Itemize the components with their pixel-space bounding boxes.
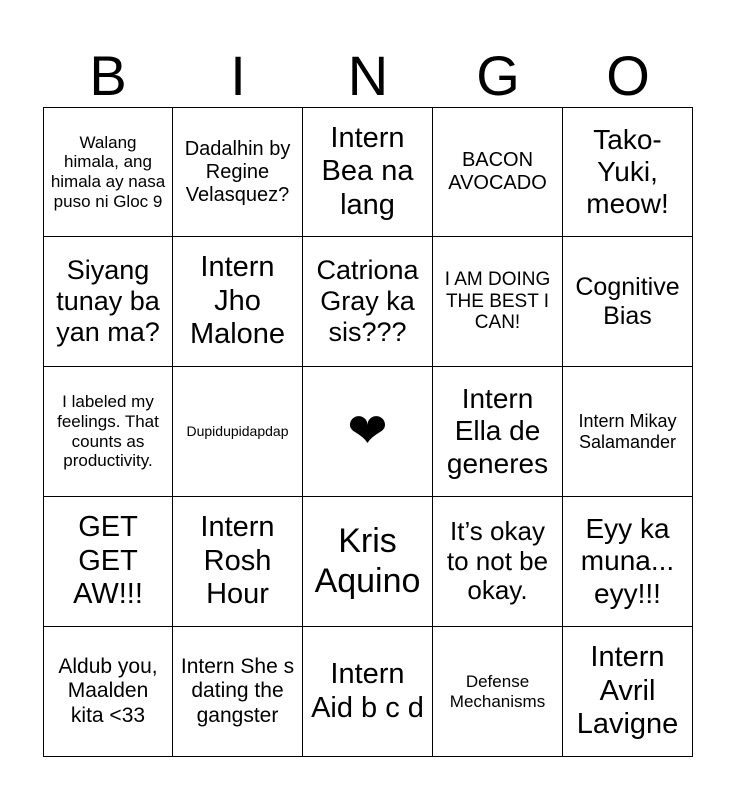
bingo-cell-text: Intern Avril Lavigne [576, 641, 679, 741]
bingo-cell-text: BACON AVOCADO [448, 149, 547, 194]
bingo-cell-text: It’s okay to not be okay. [446, 515, 549, 606]
bingo-cell-text: Intern Jho Malone [189, 251, 286, 351]
bingo-cell[interactable] [43, 107, 173, 237]
header-letter-b: B [89, 44, 127, 107]
bingo-cell[interactable] [563, 237, 693, 367]
bingo-cell[interactable] [173, 497, 303, 627]
bingo-cell[interactable] [173, 627, 303, 757]
bingo-header [43, 44, 693, 108]
header-letter-i: I [230, 44, 246, 107]
bingo-cell-text: I labeled my feelings. That counts as productivity. [57, 392, 159, 471]
bingo-cell[interactable] [433, 497, 563, 627]
bingo-cell[interactable] [173, 237, 303, 367]
bingo-cell[interactable] [433, 107, 563, 237]
bingo-cell-text: Tako-Yuki, meow! [586, 123, 669, 220]
bingo-cell-text: Intern Bea na lang [321, 121, 414, 221]
bingo-cell-text: Intern Aid b c d [311, 658, 424, 724]
bingo-cell-text: Intern Ella de generes [446, 383, 549, 479]
bingo-cell-text: Aldub you, Maalden kita <33 [58, 655, 158, 727]
bingo-cell[interactable] [563, 107, 693, 237]
bingo-cell[interactable] [433, 237, 563, 367]
bingo-cell-text: Siyang tunay ba yan ma? [56, 254, 160, 348]
bingo-cell-text: Dupidupidapdap [186, 423, 289, 440]
bingo-cell-text: Cognitive Bias [575, 272, 680, 330]
bingo-cell[interactable] [303, 237, 433, 367]
bingo-cell-text: I AM DOING THE BEST I CAN! [444, 268, 551, 334]
bingo-cell[interactable] [43, 497, 173, 627]
bingo-cell-text: Walang himala, ang himala ay nasa puso ni Gloc 9 [50, 132, 166, 211]
bingo-cell[interactable] [303, 497, 433, 627]
bingo-cell[interactable] [433, 627, 563, 757]
header-letter-g: G [476, 44, 520, 107]
bingo-cell-text: Kris Aquino [314, 522, 421, 600]
bingo-cell[interactable] [173, 367, 303, 497]
bingo-cell[interactable] [43, 237, 173, 367]
bingo-cell[interactable] [433, 367, 563, 497]
bingo-cell-text: Dadalhin by Regine Velasquez? [184, 137, 291, 206]
bingo-cell[interactable] [563, 367, 693, 497]
header-letter-n: N [347, 44, 389, 107]
bingo-cell[interactable] [303, 107, 433, 237]
free-space-cell[interactable] [303, 367, 433, 497]
bingo-cell[interactable] [303, 627, 433, 757]
bingo-cell[interactable] [43, 627, 173, 757]
bingo-cell-text: GET GET AW!!! [73, 511, 143, 611]
header-letter-o: O [606, 44, 650, 107]
bingo-cell-text: Intern Mikay Salamander [578, 410, 677, 452]
bingo-card-grid [43, 107, 693, 757]
bingo-cell[interactable] [563, 497, 693, 627]
bingo-cell[interactable] [173, 107, 303, 237]
bingo-cell-text: Defense Mechanisms [449, 671, 546, 711]
bingo-cell[interactable] [563, 627, 693, 757]
bingo-cell-text: Catriona Gray ka sis??? [316, 254, 419, 348]
heart-icon: ❤ [347, 404, 388, 458]
bingo-cell[interactable] [43, 367, 173, 497]
bingo-cell-text: Intern Rosh Hour [200, 511, 275, 611]
bingo-cell-text: Eyy ka muna... eyy!!! [580, 513, 675, 609]
bingo-cell-text: Intern She s dating the gangster [180, 655, 295, 727]
